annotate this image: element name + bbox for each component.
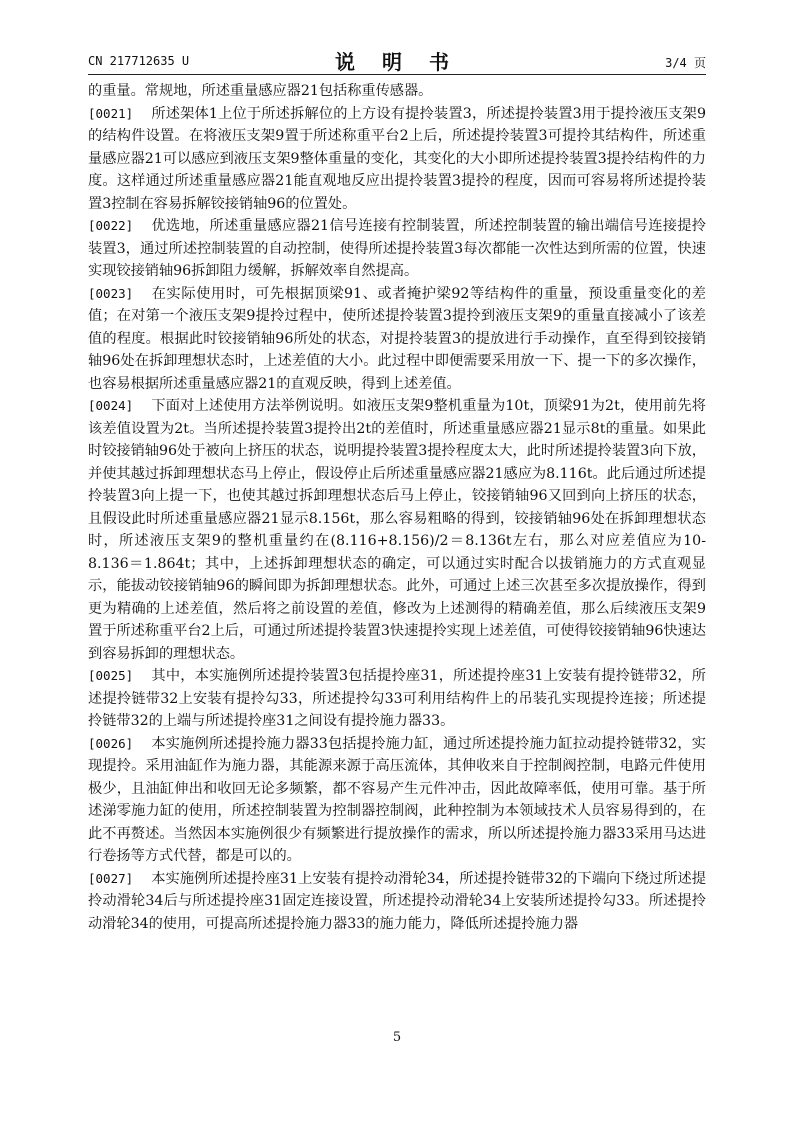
paragraph-text: 下面对上述使用方法举例说明。如液压支架9整机重量为10t，顶梁91为2t，使用前先将该差值设置为2t。当所述提拎装置3提拎出2t的差值时，所述重量感应器21显示8t的重量。如果此时铰接销轴96处于被向上挤压的状态，说明提拎装置3提拎程度太大，此时所述提拎装置3向下放，并使其越过拆卸理想状态马上停止，假设停止后所述重量感应器21感应为8.116t。此后通过所述提拎装置3向上提一下，也使其越过拆卸理想状态后马上停止，铰接销轴96又回到向上挤压的状态，且假设此时所述重量感应器21显示8.156t，那么容易粗略的得到，铰接销轴96处在拆卸理想状态时，所述液压支架9的整机重量约在(8.116+8.156)/2＝8.136t左右，那么对应差值应为10-8.136＝1.864t；其中，上述拆卸理想状态的确定，可以通过实时配合以拔销施力的方式直观显示，能拔动铰接销轴96的瞬间即为拆卸理想状态。此外，可通过上述三次甚至多次提放操作，得到更为精确的上述差值，然后将之前设置的差值，修改为上述测得的精确差值，那么后续液压支架9置于所述称重平台2上后，可通过所述提拎装置3快速提拎实现上述差值，可使得铰接销轴96快速达到容易拆卸的理想状态。 (88, 398, 706, 662)
paragraph-text: 优选地，所述重量感应器21信号连接有控制装置，所述控制装置的输出端信号连接提拎装置3，通过所述控制装置的自动控制，使得所述提拎装置3每次都能一次性达到所需的位置，快速实现铰接销轴96拆卸阻力缓解，拆解效率自然提高。 (88, 218, 706, 279)
paragraph-0027 (88, 868, 706, 936)
paragraph-continuation (88, 80, 706, 103)
paragraph-0024 (88, 395, 706, 665)
paragraph-number: [0021] (88, 105, 134, 121)
paragraph-number: [0023] (88, 285, 134, 301)
paragraph-text: 所述架体1上位于所述拆解位的上方设有提拎装置3，所述提拎装置3用于提拎液压支架9的结构件设置。在将液压支架9置于所述称重平台2上后，所述提拎装置3可提拎其结构件，所述重量感应器21可以感应到液压支架9整体重量的变化，其变化的大小即所述提拎装置3提拎结构件的力度。这样通过所述重量感应器21能直观地反应出提拎装置3提拎的程度，因而可容易将所述提拎装置3控制在容易拆解铰接销轴96的位置处。 (88, 105, 706, 212)
paragraph-number: [0027] (88, 870, 134, 886)
document-title: 说 明 书 (335, 50, 459, 74)
paragraph-number: [0025] (88, 668, 134, 683)
paragraph-0023 (88, 283, 706, 396)
document-number: CN 217712635 U (88, 54, 190, 68)
paragraph-text: 本实施例所述提拎座31上安装有提拎动滑轮34，所述提拎链带32的下端向下绕过所述提拎动滑轮34后与所述提拎座31固定连接设置，所述提拎动滑轮34上安装所述提拎勾33。所述提拎动滑轮34的使用，可提高所述提拎施力器33的施力能力，降低所述提拎施力器 (88, 870, 706, 932)
document-body (88, 80, 706, 935)
paragraph-number: [0024] (88, 398, 134, 413)
page-header (88, 46, 706, 74)
paragraph-0021 (88, 103, 706, 216)
page-footer (0, 1030, 794, 1045)
page-number: 5 (392, 1030, 402, 1045)
paragraph-0025 (88, 665, 706, 733)
paragraph-text: 本实施例所述提拎施力器33包括提拎施力缸，通过所述提拎施力缸拉动提拎链带32，实现提拎。采用油缸作为施力器，其能源来源于高压流体，其伸收来自于控制阀控制，电路元件使用极少，且油缸伸出和收回无论多频繁，都不容易产生元件冲击，因此故障率低，使用可靠。基于所述涕零施力缸的使用，所述控制装置为控制器控制阀，此种控制为本领域技术人员容易得到的，在此不再赘述。当然因本实施例很少有频繁进行提放操作的需求，所以所述提拎施力器33采用马达进行卷扬等方式代替，都是可以的。 (88, 735, 706, 864)
header-divider (88, 74, 706, 75)
paragraph-text: 的重量。常规地，所述重量感应器21包括称重传感器。 (88, 83, 433, 99)
paragraph-text: 其中，本实施例所述提拎装置3包括提拎座31，所述提拎座31上安装有提拎链带32，所述提拎链带32上安装有提拎勾33，所述提拎勾33可利用结构件上的吊装孔实现提拎连接；所述提拎链带32的上端与所述提拎座31之间设有提拎施力器33。 (88, 668, 706, 729)
paragraph-number: [0022] (88, 218, 134, 233)
paragraph-text: 在实际使用时，可先根据顶梁91、或者掩护梁92等结构件的重量，预设重量变化的差值；在对第一个液压支架9提拎过程中，使所述提拎装置3提拎到液压支架9的重量直接减小了该差值的程度。根据此时铰接销轴96所处的状态，对提拎装置3的提放进行手动操作，直至得到铰接销轴96处在拆卸理想状态时，上述差值的大小。此过程中即便需要采用放一下、提一下的多次操作，也容易根据所述重量感应器21的直观反映，得到上述差值。 (88, 285, 706, 392)
paragraph-0022 (88, 215, 706, 283)
paragraph-number: [0026] (88, 735, 134, 751)
page-indicator: 3/4 页 (665, 56, 706, 70)
paragraph-0026 (88, 733, 706, 868)
